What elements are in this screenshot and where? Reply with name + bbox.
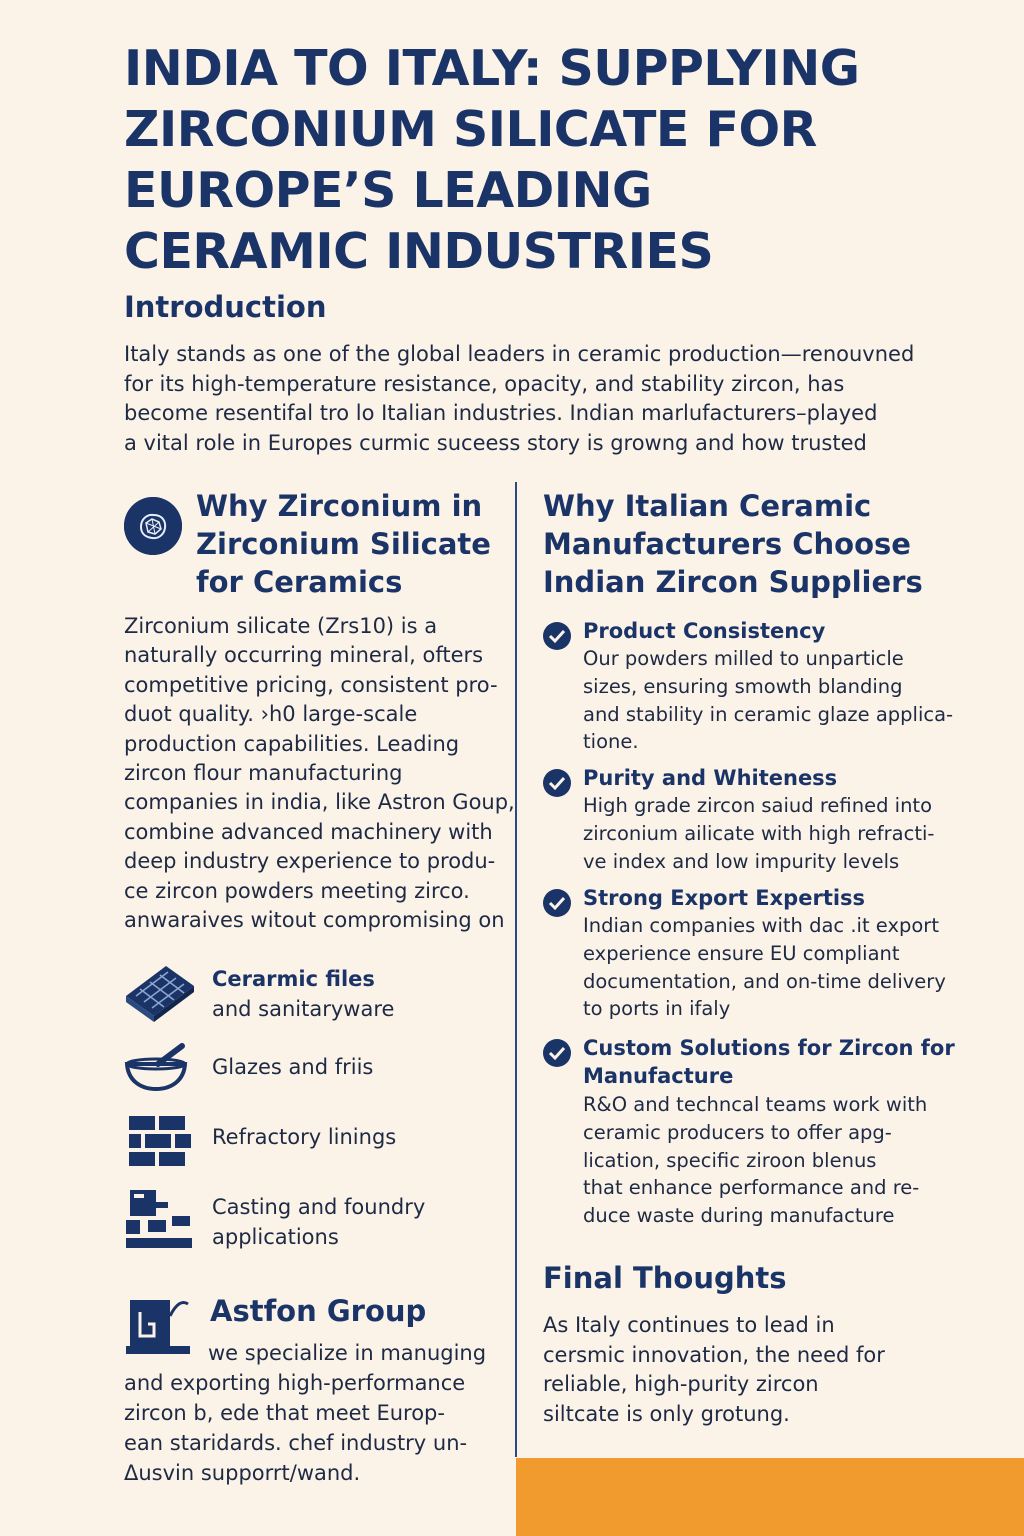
para-line: deep industry experience to produ-: [124, 849, 496, 874]
check-circle-icon: [542, 768, 572, 798]
title-line-3: EUROPE’S LEADING: [124, 162, 652, 219]
introduction-heading: Introduction: [124, 290, 327, 324]
reason-line: that enhance performance and re-: [583, 1176, 920, 1200]
reason-line: sizes, ensuring smowth blanding: [583, 674, 903, 698]
reason-text: [583, 645, 953, 756]
page-title: [124, 38, 944, 282]
ceramic-tile-icon: [122, 960, 196, 1030]
heading-line: for Ceramics: [196, 565, 403, 599]
para-line: zircon flour manufacturing: [124, 761, 403, 786]
application-glazes: [212, 1052, 373, 1082]
application-title: Cerarmic files: [212, 967, 375, 991]
bowl-icon: [124, 1042, 188, 1096]
application-text: Glazes and friis: [212, 1055, 374, 1079]
heading-line: Why Italian Ceramic: [543, 489, 872, 523]
reason-line: duce waste during manufacture: [583, 1204, 895, 1228]
zircon-crystal-icon: [124, 497, 182, 555]
heading-line: Indian Zircon Suppliers: [543, 565, 923, 599]
final-line: reliable, high-purity zircon: [543, 1372, 819, 1396]
application-casting: [212, 1192, 425, 1252]
company-description: [124, 1338, 504, 1488]
check-circle-icon: [542, 1038, 572, 1068]
title-line-4: CERAMIC INDUSTRIES: [124, 223, 714, 280]
reason-title: Custom Solutions for Zircon for: [583, 1036, 955, 1060]
company-line: zircon b, ede that meet Europ-: [124, 1401, 445, 1425]
company-line: Δusvin supporrt/wand.: [124, 1461, 361, 1485]
heading-line: Manufacturers Choose: [543, 527, 911, 561]
reason-line: tione.: [583, 730, 639, 754]
reason-line: experience ensure EU compliant: [583, 941, 900, 965]
reason-line: Indian companies with dac .it export: [583, 914, 939, 937]
final-thoughts-text: [543, 1311, 943, 1429]
why-zirconium-heading: [196, 487, 491, 601]
reason-text: [583, 912, 946, 1023]
reason-title: Purity and Whiteness: [583, 766, 838, 790]
introduction-text: [124, 340, 954, 458]
heading-line: Why Zirconium in: [196, 489, 483, 523]
reason-line: zirconium ailicate with high refracti-: [583, 821, 935, 845]
orange-accent-block: [516, 1458, 1024, 1536]
final-line: As Italy continues to lead in: [543, 1313, 835, 1337]
reason-title-line-2: Manufacture: [583, 1064, 734, 1088]
para-line: duot quality. ›h0 large-scale: [124, 702, 418, 727]
intro-line: a vital role in Europes curmic suceess story is growng and how trusted: [124, 430, 867, 455]
reason-line: and stability in ceramic glaze applica-: [583, 702, 954, 726]
reason-text: [583, 792, 934, 875]
reason-line: ve index and low impurity levels: [583, 849, 900, 873]
para-line: anwaraives witout compromising on: [124, 908, 505, 933]
title-line-2: ZIRCONIUM SILICATE FOR: [124, 101, 817, 158]
para-line: production capabilities. Leading: [124, 731, 460, 756]
reason-line: lication, specific ziroon blenus: [583, 1148, 877, 1172]
application-text: applications: [212, 1225, 339, 1249]
application-refractory: [212, 1122, 396, 1152]
foundry-icon: [124, 1188, 194, 1256]
reason-line: High grade zircon saiud refined into: [583, 794, 933, 817]
reason-line: Our powders milled to unparticle: [583, 647, 904, 670]
why-italian-manufacturers-heading: [543, 487, 923, 601]
check-circle-icon: [542, 621, 572, 651]
heading-line: Zirconium Silicate: [196, 527, 491, 561]
company-name: Astfon Group: [210, 1294, 427, 1328]
check-circle-icon: [542, 888, 572, 918]
company-line: and exporting high-performance: [124, 1371, 466, 1395]
final-line: cersmic innovation, the need for: [543, 1342, 885, 1367]
brick-wall-icon: [127, 1114, 193, 1176]
reason-title: Product Consistency: [583, 619, 826, 643]
reason-title: Strong Export Expertiss: [583, 886, 866, 910]
company-line: ean staridards. chef industry un-: [124, 1431, 468, 1455]
column-divider: [515, 482, 517, 1457]
application-text: Refractory linings: [212, 1125, 397, 1149]
reason-line: R&O and techncal teams work with: [583, 1093, 928, 1116]
para-line: Zirconium silicate (Zrs10) is a: [124, 614, 438, 638]
para-line: competitive pricing, consistent pro-: [124, 672, 498, 697]
final-thoughts-heading: Final Thoughts: [543, 1261, 787, 1295]
application-ceramic-tiles: [212, 964, 394, 1024]
reason-line: documentation, and on-time delivery: [583, 969, 946, 993]
para-line: ce zircon powders meeting zirco.: [124, 878, 470, 903]
intro-line: become resentifal tro lo Italian industries. Indian marlufacturers–played: [124, 401, 878, 425]
company-line: we specialize in manuging: [208, 1341, 487, 1365]
reason-text: [583, 1091, 927, 1230]
reason-line: ceramic producers to offer apg-: [583, 1120, 892, 1144]
final-line: siltcate is only grotung.: [543, 1401, 790, 1426]
intro-line: for its high-temperature resistance, opacity, and stability zircon, has: [124, 371, 845, 396]
para-line: companies in india, like Astron Goup,: [124, 790, 515, 815]
zirconium-paragraph: [124, 612, 515, 935]
intro-line: Italy stands as one of the global leaders in ceramic production—renouvned: [124, 342, 915, 366]
application-text: Casting and foundry: [212, 1195, 426, 1219]
reason-line: to ports in ifaly: [583, 997, 731, 1021]
para-line: naturally occurring mineral, ofters: [124, 643, 484, 668]
title-line-1: INDIA TO ITALY: SUPPLYING: [124, 40, 860, 97]
application-text: and sanitaryware: [212, 997, 395, 1021]
para-line: combine advanced machinery with: [124, 819, 493, 844]
